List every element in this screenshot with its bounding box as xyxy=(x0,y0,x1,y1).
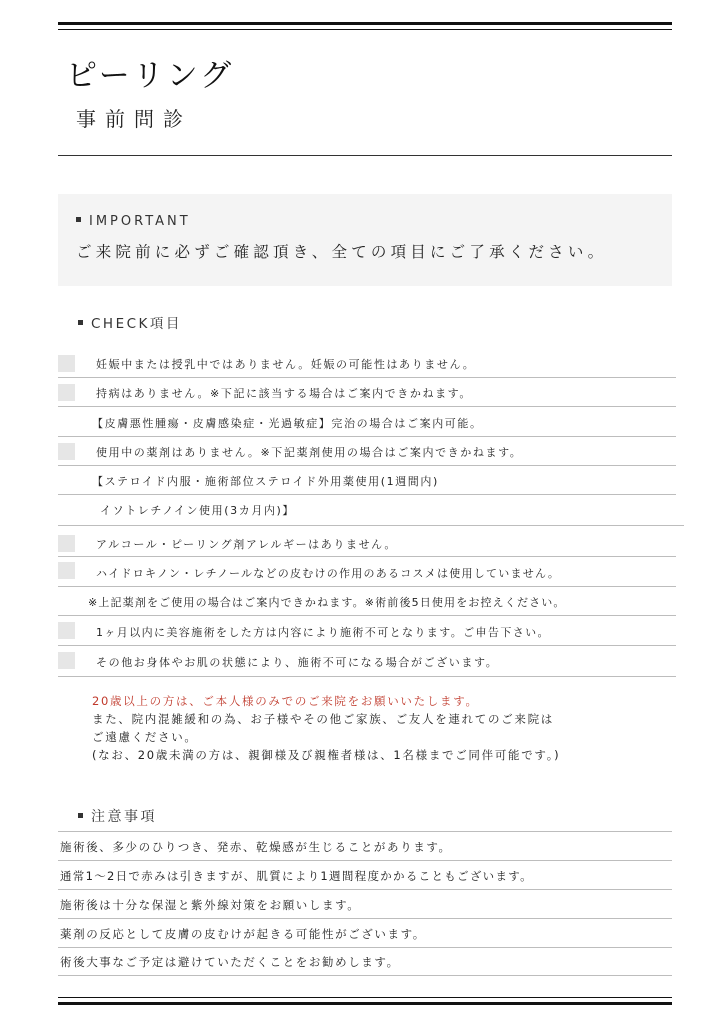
bullet-icon xyxy=(78,813,83,818)
row-divider xyxy=(58,494,676,495)
row-divider xyxy=(58,615,676,616)
notice-red-line: 20歳以上の方は、ご本人様のみでのご来院をお願いいたします。 xyxy=(92,694,479,708)
check-line-medication: 使用中の薬剤はありません。※下記薬剤使用の場合はご案内できかねます。 xyxy=(96,446,523,459)
checkbox-other-condition[interactable] xyxy=(58,652,75,669)
note-item: 術後大事なご予定は避けていただくことをお勧めします。 xyxy=(60,955,400,969)
row-divider xyxy=(58,465,676,466)
checkbox-chronic-illness[interactable] xyxy=(58,384,75,401)
notes-divider xyxy=(58,918,672,919)
check-line-skin-conditions: 【皮膚悪性腫瘍・皮膚感染症・光過敏症】完治の場合はご案内可能。 xyxy=(92,417,483,430)
check-heading xyxy=(78,312,182,332)
check-line-recent-treatment: 1ヶ月以内に美容施術をした方は内容により施術不可となります。ご申告下さい。 xyxy=(96,626,550,639)
notes-heading xyxy=(78,806,157,826)
important-label xyxy=(76,214,191,229)
check-line-pregnancy: 妊娠中または授乳中ではありません。妊娠の可能性はありません。 xyxy=(96,358,476,371)
check-line-drug-caution: ※上記薬剤をご使用の場合はご案内できかねます。※術前後5日使用をお控えください。 xyxy=(88,596,566,609)
check-line-allergy: アルコール・ピーリング剤アレルギーはありません。 xyxy=(96,538,398,551)
row-divider xyxy=(58,377,676,378)
notes-divider xyxy=(58,831,672,832)
bottom-rule-thin xyxy=(58,997,672,998)
note-item: 通常1〜2日で赤みは引きますが、肌質により1週間程度かかることもございます。 xyxy=(60,869,533,883)
notes-divider xyxy=(58,860,672,861)
page-title: ピーリング xyxy=(66,58,235,94)
important-label-text: IMPORTANT xyxy=(89,214,191,229)
check-line-cosmetics: ハイドロキノン・レチノールなどの皮むけの作用のあるコスメは使用していません。 xyxy=(96,567,561,580)
notes-heading-text: 注意事項 xyxy=(91,809,157,825)
notes-divider xyxy=(58,947,672,948)
row-divider xyxy=(58,676,676,677)
checkbox-pregnancy[interactable] xyxy=(58,355,75,372)
notice-line-4: (なお、20歳未満の方は、親御様及び親権者様は、1名様までご同伴可能です。) xyxy=(92,748,561,762)
notes-divider xyxy=(58,975,672,976)
row-divider xyxy=(58,586,676,587)
bullet-icon xyxy=(76,217,81,222)
header-divider xyxy=(58,155,672,156)
check-line-isotretinoin: イソトレチノイン使用(3カ月内)】 xyxy=(100,504,296,517)
important-text: ご来院前に必ずご確認頂き、全ての項目にご了承ください。 xyxy=(76,243,608,261)
bottom-rule-thick xyxy=(58,1002,672,1005)
checkbox-allergy[interactable] xyxy=(58,535,75,552)
check-line-steroid: 【ステロイド内服・施術部位ステロイド外用薬使用(1週間内) xyxy=(92,475,439,488)
row-divider xyxy=(58,556,676,557)
checkbox-cosmetics[interactable] xyxy=(58,562,75,579)
checkbox-recent-treatment[interactable] xyxy=(58,622,75,639)
row-divider xyxy=(58,436,676,437)
notice-line-3: ご遠慮ください。 xyxy=(92,730,198,744)
check-line-chronic-illness: 持病はありません。※下記に該当する場合はご案内できかねます。 xyxy=(96,387,472,400)
top-rule-thick xyxy=(58,22,672,25)
visit-notice xyxy=(92,692,560,764)
page-subtitle: 事前問診 xyxy=(76,107,192,131)
row-divider xyxy=(58,406,676,407)
check-heading-text: CHECK項目 xyxy=(91,316,182,332)
checkbox-medication[interactable] xyxy=(58,443,75,460)
note-item: 施術後、多少のひりつき、発赤、乾燥感が生じることがあります。 xyxy=(60,840,452,854)
row-divider xyxy=(58,645,676,646)
row-divider xyxy=(58,525,684,526)
note-item: 薬剤の反応として皮膚の皮むけが起きる可能性がございます。 xyxy=(60,927,426,941)
notes-divider xyxy=(58,889,672,890)
bullet-icon xyxy=(78,320,83,325)
check-line-other-condition: その他お身体やお肌の状態により、施術不可になる場合がございます。 xyxy=(96,656,499,669)
note-item: 施術後は十分な保湿と紫外線対策をお願いします。 xyxy=(60,898,361,912)
notice-line-2: また、院内混雑緩和の為、お子様やその他ご家族、ご友人を連れてのご来院は xyxy=(92,712,554,726)
top-rule-thin xyxy=(58,29,672,30)
